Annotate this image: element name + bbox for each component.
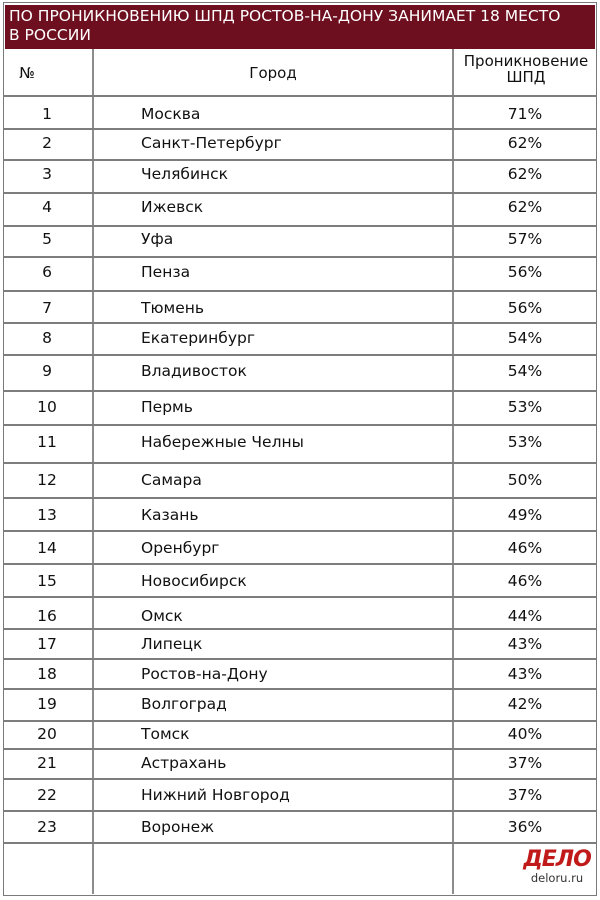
- row-divider: [3, 424, 597, 426]
- penetration-cell: 71%: [507, 105, 543, 123]
- rank-cell: 2: [42, 134, 52, 152]
- table-row: [3, 695, 597, 719]
- city-cell: Владивосток: [141, 362, 247, 380]
- penetration-cell: 42%: [507, 695, 543, 713]
- table-row: [3, 665, 597, 689]
- penetration-cell: 62%: [507, 165, 543, 183]
- penetration-cell: 43%: [507, 635, 543, 653]
- city-cell: Омск: [141, 607, 183, 625]
- table-row: [3, 433, 597, 457]
- rank-cell: 22: [37, 786, 57, 804]
- chart-title: [5, 5, 595, 49]
- penetration-cell: 62%: [507, 198, 543, 216]
- table-row: [3, 134, 597, 158]
- city-cell: Пермь: [141, 398, 193, 416]
- table-row: [3, 754, 597, 778]
- city-cell: Новосибирск: [141, 572, 247, 590]
- penetration-cell: 50%: [507, 471, 543, 489]
- rank-cell: 23: [37, 818, 57, 836]
- penetration-cell: 57%: [507, 230, 543, 248]
- row-divider: [3, 354, 597, 356]
- penetration-cell: 36%: [507, 818, 543, 836]
- table-row: [3, 362, 597, 386]
- rank-cell: 12: [37, 471, 57, 489]
- city-cell: Волгоград: [141, 695, 227, 713]
- penetration-cell: 56%: [507, 263, 543, 281]
- penetration-cell: 62%: [507, 134, 543, 152]
- row-divider: [3, 563, 597, 565]
- table-row: [3, 105, 597, 129]
- table-row: [3, 572, 597, 596]
- table-row: [3, 165, 597, 189]
- table-row: [3, 299, 597, 323]
- penetration-cell: 44%: [507, 607, 543, 625]
- column-header-penetration-line-1: Проникновение: [463, 52, 589, 70]
- rank-cell: 11: [37, 433, 57, 451]
- city-cell: Ижевск: [141, 198, 204, 216]
- city-cell: Набережные Челны: [141, 433, 304, 451]
- penetration-cell: 40%: [507, 725, 543, 743]
- table-row: [3, 230, 597, 254]
- row-divider: [3, 225, 597, 227]
- chart-title-line-1: ПО ПРОНИКНОВЕНИЮ ШПД РОСТОВ-НА-ДОНУ ЗАНИМАЕТ 18 МЕСТО: [9, 7, 561, 25]
- rank-cell: 19: [37, 695, 57, 713]
- table-row: [3, 786, 597, 810]
- city-cell: Екатеринбург: [141, 329, 255, 347]
- row-divider: [3, 497, 597, 499]
- row-divider: [3, 95, 597, 97]
- city-cell: Самара: [141, 471, 202, 489]
- city-cell: Казань: [141, 506, 199, 524]
- table-row: [3, 607, 597, 631]
- row-divider: [3, 720, 597, 722]
- rank-cell: 14: [37, 539, 57, 557]
- row-divider: [3, 778, 597, 780]
- column-header-city: Город: [249, 64, 297, 82]
- city-cell: Томск: [141, 725, 190, 743]
- rank-cell: 9: [42, 362, 52, 380]
- rank-cell: 6: [42, 263, 52, 281]
- rank-cell: 4: [42, 198, 52, 216]
- rank-cell: 20: [37, 725, 57, 743]
- city-cell: Липецк: [141, 635, 203, 653]
- row-divider: [3, 842, 597, 844]
- table-row: [3, 506, 597, 530]
- table-row: [3, 539, 597, 563]
- penetration-cell: 53%: [507, 398, 543, 416]
- rank-cell: 15: [37, 572, 57, 590]
- city-cell: Тюмень: [141, 299, 205, 317]
- rank-cell: 5: [42, 230, 52, 248]
- chart-title-line-2: В РОССИИ: [9, 26, 91, 44]
- city-cell: Воронеж: [141, 818, 215, 836]
- table-row: [3, 471, 597, 495]
- city-cell: Оренбург: [141, 539, 220, 557]
- city-cell: Москва: [141, 105, 201, 123]
- row-divider: [3, 192, 597, 194]
- logo-mark: ДЕЛО: [523, 847, 591, 872]
- column-header-penetration-line-2: ШПД: [506, 68, 546, 86]
- city-cell: Астрахань: [141, 754, 227, 772]
- table-row: [3, 818, 597, 842]
- city-cell: Уфа: [141, 230, 174, 248]
- row-divider: [3, 290, 597, 292]
- penetration-cell: 37%: [507, 786, 543, 804]
- penetration-cell: 54%: [507, 329, 543, 347]
- penetration-cell: 46%: [507, 572, 543, 590]
- penetration-cell: 56%: [507, 299, 543, 317]
- rank-cell: 7: [42, 299, 52, 317]
- rank-cell: 18: [37, 665, 57, 683]
- penetration-cell: 53%: [507, 433, 543, 451]
- rank-cell: 8: [42, 329, 52, 347]
- penetration-cell: 43%: [507, 665, 543, 683]
- row-divider: [3, 159, 597, 161]
- city-cell: Ростов-на-Дону: [141, 665, 268, 683]
- rank-cell: 21: [37, 754, 57, 772]
- penetration-cell: 46%: [507, 539, 543, 557]
- table-row: [3, 198, 597, 222]
- rank-cell: 13: [37, 506, 57, 524]
- rank-cell: 16: [37, 607, 57, 625]
- table-row: [3, 635, 597, 659]
- row-divider: [3, 256, 597, 258]
- city-cell: Челябинск: [141, 165, 229, 183]
- row-divider: [3, 810, 597, 812]
- rank-cell: 3: [42, 165, 52, 183]
- row-divider: [3, 390, 597, 392]
- penetration-cell: 49%: [507, 506, 543, 524]
- penetration-cell: 37%: [507, 754, 543, 772]
- row-divider: [3, 530, 597, 532]
- table-row: [3, 263, 597, 287]
- row-divider: [3, 596, 597, 598]
- city-cell: Санкт-Петербург: [141, 134, 282, 152]
- row-divider: [3, 462, 597, 464]
- rank-cell: 10: [37, 398, 57, 416]
- column-header-penetration: [455, 53, 597, 85]
- logo-url: deloru.ru: [530, 871, 584, 885]
- city-cell: Пенза: [141, 263, 191, 281]
- logo: [520, 849, 594, 885]
- table-row: [3, 329, 597, 353]
- column-header-num: №: [19, 64, 35, 82]
- city-cell: Нижний Новгород: [141, 786, 290, 804]
- rank-cell: 1: [42, 105, 52, 123]
- table-row: [3, 398, 597, 422]
- rank-cell: 17: [37, 635, 57, 653]
- penetration-cell: 54%: [507, 362, 543, 380]
- table-row: [3, 725, 597, 749]
